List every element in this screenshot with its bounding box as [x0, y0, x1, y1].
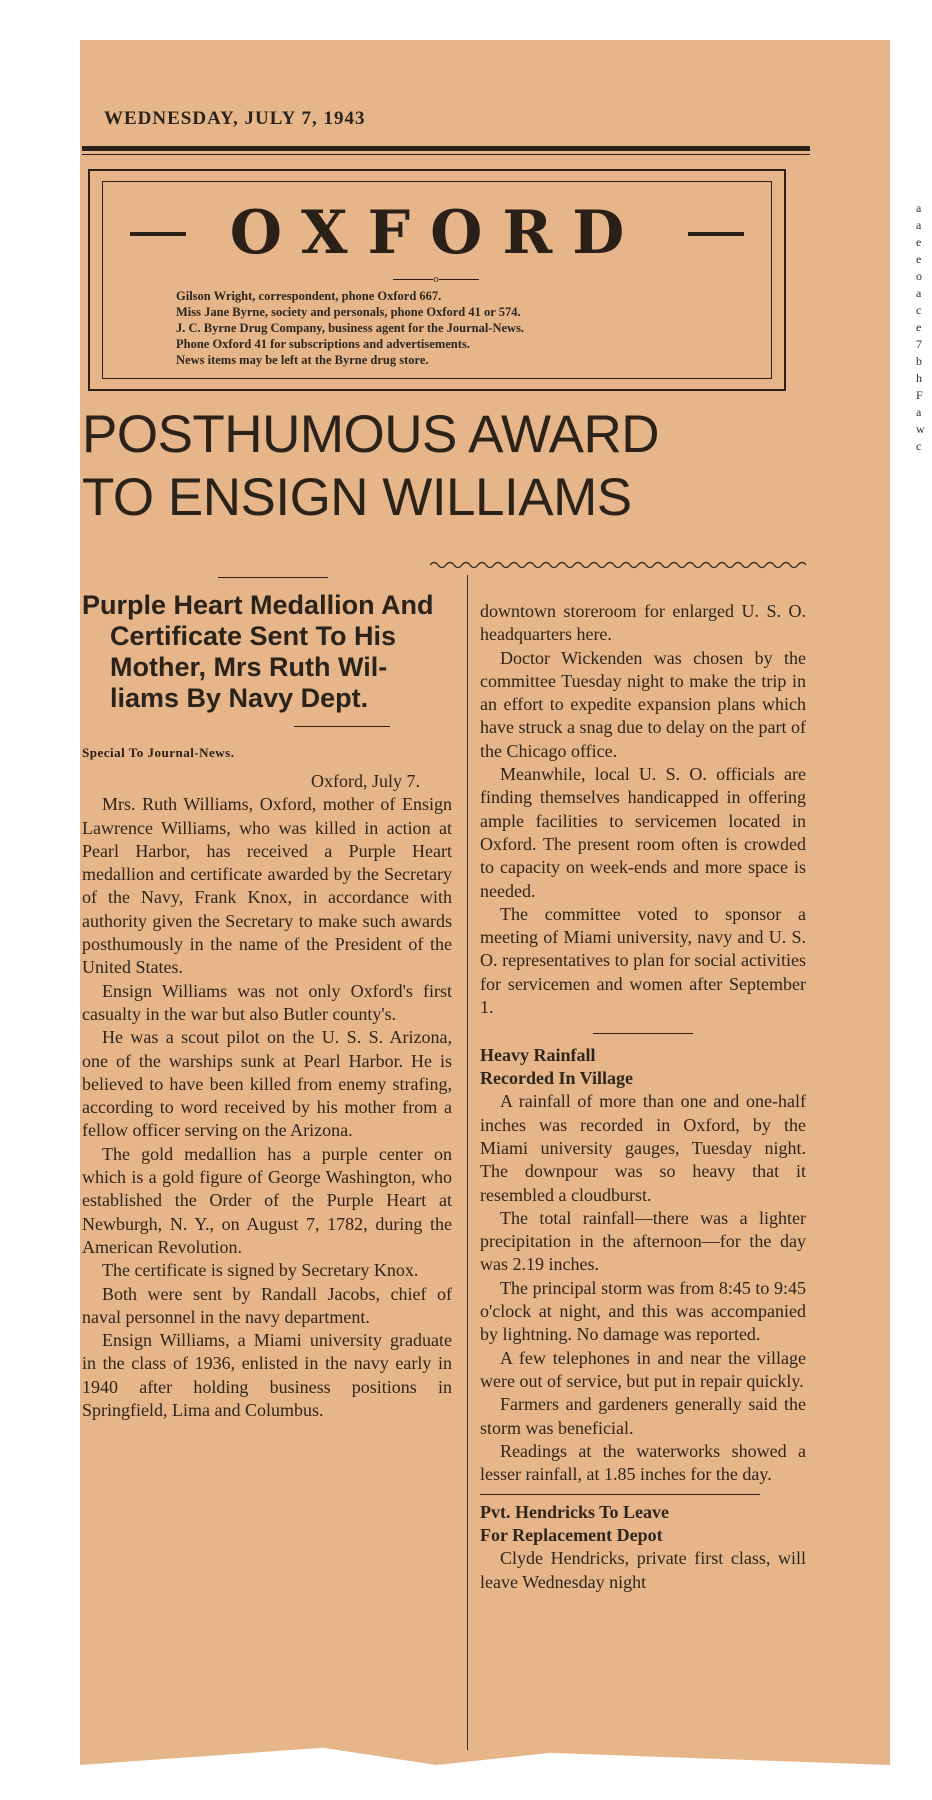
subhead-line: Purple Heart Medallion And — [82, 590, 434, 620]
paragraph: Ensign Williams, a Miami university graduate in the class of 1936, enlisted in the navy early in 1940 after holding business positions in Springfield, Lima and Columbus. — [82, 1330, 452, 1421]
paragraph: Both were sent by Randall Jacobs, chief of naval personnel in the navy department. — [82, 1283, 452, 1327]
masthead-info-line: Miss Jane Byrne, society and personals, phone Oxford 41 or 574. — [176, 305, 521, 319]
paragraph: Mrs. Ruth Williams, Oxford, mother of Ensign Lawrence Williams, who was killed in action at Pearl Harbor, has received a Purple Heart medallion and certificate awarded by the Secretary of the Navy, Frank Knox, in accordance with authority given the Secretary to make such awards posthumously in the name of the President of the United States. — [82, 794, 452, 978]
masthead-separator: o — [376, 275, 496, 283]
subheadline — [82, 590, 452, 714]
headline — [82, 403, 702, 529]
paragraph: Meanwhile, local U. S. O. officials are finding themselves handicapped in offering ample facilities to servicemen located in Oxford. The present room often is crowded to capacity on week-ends and more space is needed. — [480, 764, 806, 901]
paragraph: Readings at the waterworks showed a lesser rainfall, at 1.85 inches for the day. — [480, 1440, 806, 1485]
masthead-title: OXFORD — [229, 198, 645, 268]
dateline: WEDNESDAY, JULY 7, 1943 — [104, 108, 366, 129]
section-heading: Heavy Rainfall Recorded In Village — [480, 1045, 633, 1089]
masthead-info-line: J. C. Byrne Drug Company, business agent for the Journal-News. — [176, 321, 525, 335]
subhead-line: Certificate Sent To His — [110, 621, 397, 651]
section-rule — [593, 1033, 693, 1034]
article-column-1 — [82, 770, 452, 1422]
headline-rule — [218, 577, 328, 578]
byline: Special To Journal-News. — [82, 745, 235, 760]
paragraph: The total rainfall—there was a lighter precipitation in the afternoon—for the day was 2.19 inches. — [480, 1207, 806, 1275]
subhead-line: liams By Navy Dept. — [110, 683, 369, 713]
masthead-info — [176, 288, 736, 368]
subhead-rule — [294, 726, 390, 727]
article-column-2 — [480, 600, 806, 1594]
paragraph: A rainfall of more than one and one-half inches was recorded in Oxford, by the Miami university gauges, Tuesday night. The downpour was so heavy that it resembled a cloudburst. — [480, 1091, 806, 1205]
adjacent-column-fragments: a a e e o a c e 7 b h F a w c — [916, 201, 925, 453]
paragraph: downtown storeroom for enlarged U. S. O. headquarters here. — [480, 601, 806, 645]
wavy-divider — [430, 560, 810, 570]
place-dateline: Oxford, July 7. — [311, 771, 420, 791]
section-heading: Pvt. Hendricks To Leave For Replacement Depot — [480, 1502, 670, 1546]
paragraph: Clyde Hendricks, private first class, will leave Wednesday night — [480, 1548, 806, 1592]
subhead-line: Mother, Mrs Ruth Wil- — [110, 652, 388, 682]
paragraph: The principal storm was from 8:45 to 9:45 o'clock at night, and this was accompanied by lightning. No damage was reported. — [480, 1277, 806, 1345]
column-divider — [467, 575, 468, 1750]
header-rule — [82, 146, 810, 151]
paragraph: Ensign Williams was not only Oxford's first casualty in the war but also Butler county's. — [82, 980, 452, 1024]
paragraph: A few telephones in and near the village were out of service, but put in repair quickly. — [480, 1347, 806, 1391]
headline-line: POSTHUMOUS AWARD — [82, 405, 659, 464]
paragraph: The committee voted to sponsor a meeting of Miami university, navy and U. S. O. representatives to plan for social activities for servicemen and women after September 1. — [480, 903, 806, 1018]
paragraph: He was a scout pilot on the U. S. S. Arizona, one of the warships sunk at Pearl Harbor. He is believed to have been killed from enemy strafing, according to word received by his mother from a fellow officer serving on the Arizona. — [82, 1027, 452, 1141]
masthead-info-line: Gilson Wright, correspondent, phone Oxford 667. — [176, 289, 442, 303]
paragraph: Farmers and gardeners generally said the storm was beneficial. — [480, 1394, 806, 1438]
masthead-info-line: News items may be left at the Byrne drug store. — [176, 353, 429, 367]
header-rule-thin — [82, 154, 810, 155]
paragraph: The gold medallion has a purple center on which is a gold figure of George Washington, who established the Order of the Purple Heart at Newburgh, N. Y., on August 7, 1782, during the American Revolution. — [82, 1143, 452, 1257]
section-rule — [480, 1494, 760, 1495]
paragraph: Doctor Wickenden was chosen by the committee Tuesday night to make the trip in an effort to expedite expansion plans which have struck a snag due to delay on the part of the Chicago office. — [480, 647, 806, 761]
headline-line: TO ENSIGN WILLIAMS — [82, 468, 632, 527]
masthead-info-line: Phone Oxford 41 for subscriptions and advertisements. — [176, 337, 470, 351]
paragraph: The certificate is signed by Secretary Knox. — [102, 1260, 419, 1281]
